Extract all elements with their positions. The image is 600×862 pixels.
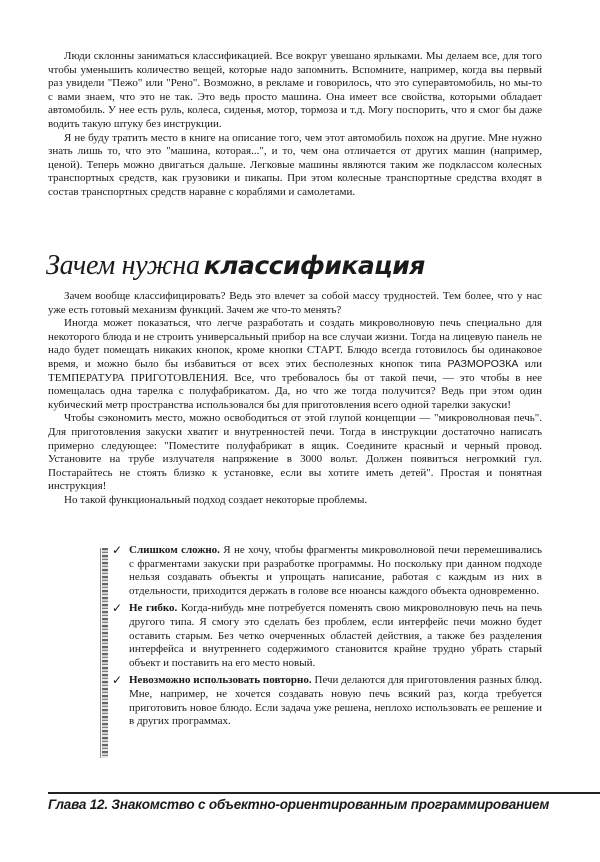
section-heading: [46, 250, 546, 282]
inline-term: РАЗМОРОЗКА: [447, 357, 519, 370]
bullet-lead: Слишком сложно.: [129, 544, 220, 556]
heading-part-1: Зачем нужна: [46, 250, 200, 281]
paragraph: Но такой функциональный подход создает некоторые проблемы.: [64, 493, 368, 506]
bullet-text: Когда-нибудь мне потребуется поменять свою микроволновую печь на печь другого типа. Я смогу это сделать без проблем, если интерфейс печи можно будет оставить старым. Без четко очерченных областей действия, а также без разделения интерфейса и внутреннего содержимого становится крайне трудно убрать старый объект и поставить на его место новый.: [129, 602, 542, 669]
sidebar-rule: [100, 548, 101, 758]
footer-rule: [48, 792, 600, 794]
bullet-text: Я не хочу, чтобы фрагменты микроволновой печи перемешивались с фрагментами закуски при разработке программы. Но поскольку при данном подходе нельзя создавать объекты и упрощать написание, работая с каждым из них в отдельности, приходится держать в голове все нюансы каждого объекта одновременно.: [129, 544, 543, 597]
heading-part-2: классификация: [203, 251, 425, 280]
paragraph-part: или ТЕМПЕРАТУРА ПРИГОТОВЛЕНИЯ. Все, что требовалось бы от такой печи, — это чтобы в нее помещалась одна тарелка с полуфабрикатом. Да, но что же тогда получится? Ведь при этом один кубический метр пространства использовался бы для приготовления всего одной тарелки закуски!: [48, 357, 543, 411]
paragraph: Я не буду тратить место в книге на описание того, чем этот автомобиль похож на другие. Мне нужно знать лишь то, что это "машина, которая...", и то, чем она отличается от других машин (например, ценой). Теперь можно двигаться дальше. Легковые машины являются таким же подклассом колесных транспортных средств, как грузовики и пикапы. При этом колесные транспортные средства входят в состав транспортных средств наравне с кораблями и самолетами.: [48, 131, 542, 198]
checkmark-icon: ✓: [112, 673, 123, 688]
checkmark-icon: ✓: [112, 543, 123, 557]
paragraph: Чтобы сэкономить место, можно освободиться от этой глупой концепции — "микроволновая печь". Для приготовления закуски хватит и внутренностей печи. Тогда в инструкции достаточно написать примерно следующее: "Поместите полуфабрикат в ящик. Соедините красный и черный провод. Установите на трубе излучателя напряжение в 3000 вольт. Должен появиться негромкий гул. Постарайтесь не стоять близко к установке, если вы хотите иметь детей". Простая и понятная инструкция!: [48, 412, 542, 493]
decorative-margin-strip: [102, 548, 108, 758]
bullet-text: Печи делаются для приготовления разных блюд. Мне, например, не хочется создавать новую печь всякий раз, когда требуется приготовить новое блюдо. Если задача уже решена, неплохо использовать ее решение и в других программах.: [129, 674, 542, 728]
paragraph: [48, 317, 542, 412]
checkmark-icon: ✓: [112, 601, 123, 616]
paragraph: Зачем вообще классифицировать? Ведь это влечет за собой массу трудностей. Тем более, что у нас уже есть готовый механизм функций. Зачем же что-то менять?: [48, 290, 542, 316]
list-item: [112, 544, 542, 598]
running-footer: Глава 12. Знакомство с объектно-ориентированным программированием: [48, 797, 550, 812]
bullet-lead: Невозможно использовать повторно.: [129, 674, 312, 687]
bullet-list: [112, 544, 542, 733]
paragraph-part: Иногда может показаться, что легче разработать и создать микроволновую печь специально для некоторого блюда и не строить универсальный прибор на все случаи жизни. Тогда на лицевую панель не надо будет помещать никаких кнопок, кроме кнопки СТАРТ. Блюдо всегда готовилось бы одинаковое время, и можно было бы избавиться от всех этих бесполезных кнопок типа: [48, 317, 542, 370]
list-item: [112, 674, 542, 728]
paragraph: Люди склонны заниматься классификацией. Все вокруг увешано ярлыками. Мы делаем все, для того чтобы уменьшить количество вещей, которые надо запомнить. Вспомните, например, когда вы первый раз увидели "Пежо" или "Рено". Возможно, в рекламе и говорилось, что это суперавтомобиль, но мы-то с вами знаем, что это не так. Это ведь просто машина. Она имеет все свойства, которыми обладает автомобиль. У нее есть руль, колеса, сиденья, мотор, тормоза и т.д. Могу поспорить, что я смог бы даже водить такую штуку без инструкции.: [48, 50, 542, 130]
list-item: [112, 602, 542, 670]
bullet-lead: Не гибко.: [129, 602, 178, 615]
section-text: [48, 290, 542, 508]
intro-text: [48, 50, 542, 200]
